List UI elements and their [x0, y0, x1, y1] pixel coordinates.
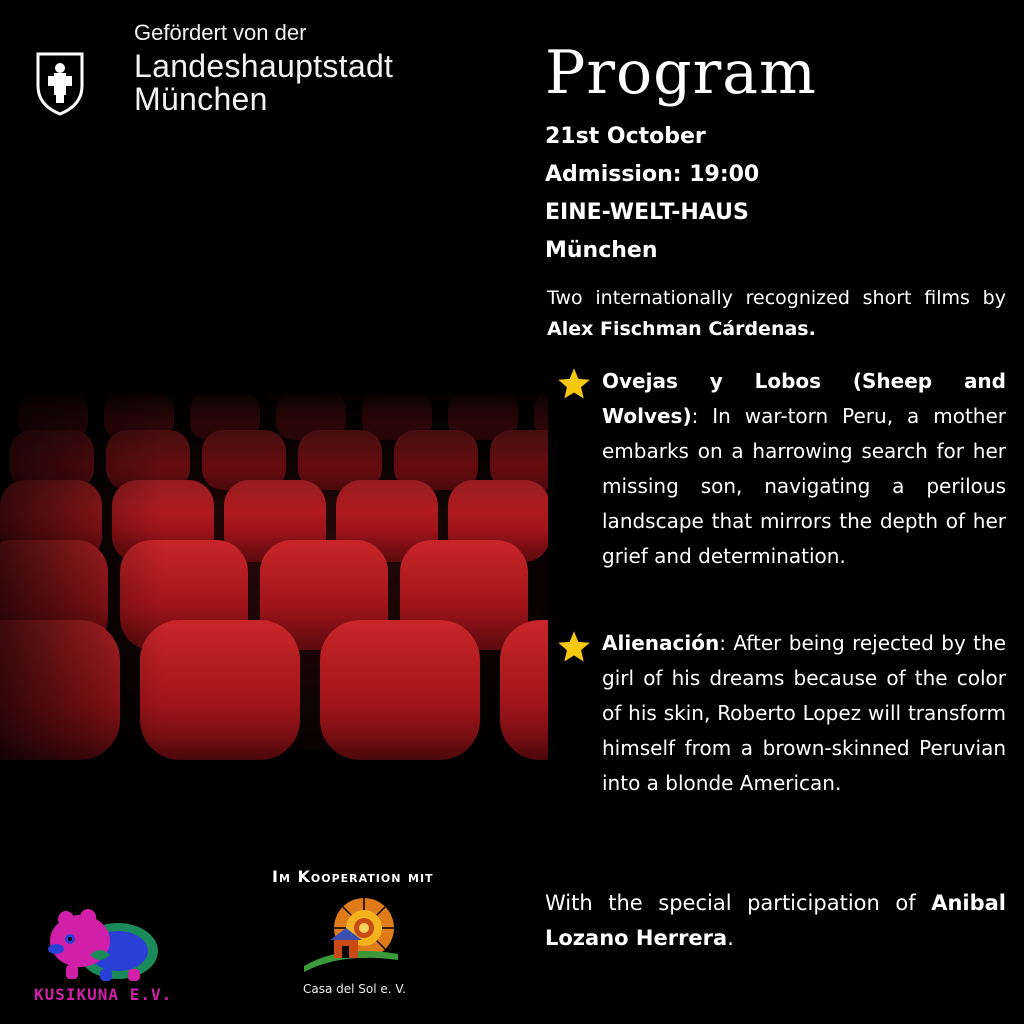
film-title: Ovejas y Lobos (Sheep and Wolves)	[602, 369, 1006, 428]
program-title: Program	[545, 38, 817, 108]
munich-crest-icon	[34, 50, 86, 116]
film-item	[602, 364, 1006, 574]
closing-text: With the special participation of	[545, 891, 932, 915]
kusikuna-name: KUSIKUNA E.V.	[34, 985, 173, 1004]
cooperation-label: Im Kooperation mit	[272, 867, 434, 886]
closing-end: .	[727, 926, 734, 950]
funding-line-1: Gefördert von der	[134, 20, 307, 45]
film-description: : After being rejected by the girl of his dreams because of the color of his skin, Roberto Lopez will transform himself from a brown-skinned Peruvian into a blonde American.	[602, 631, 1006, 795]
intro-author: Alex Fischman Cárdenas.	[547, 318, 816, 340]
event-admission: Admission: 19:00	[545, 162, 760, 187]
event-city: München	[545, 238, 658, 263]
star-icon	[556, 629, 592, 665]
film-item	[602, 626, 1006, 801]
casa-del-sol-logo	[302, 896, 400, 976]
film-description: : In war-torn Peru, a mother embarks on a harrowing search for her missing son, navigating a perilous landscape that mirrors the depth of her grief and determination.	[602, 404, 1006, 568]
casa-del-sol-name: Casa del Sol e. V.	[303, 982, 406, 996]
funding-header	[34, 22, 393, 116]
star-icon	[556, 366, 592, 402]
event-venue: EINE-WELT-HAUS	[545, 200, 749, 225]
kusikuna-logo	[40, 905, 162, 983]
funding-line-2: Landeshauptstadt	[134, 48, 394, 84]
special-guest-name: Anibal Lozano Herrera	[545, 891, 1006, 950]
event-date: 21st October	[545, 124, 706, 149]
intro-text: Two internationally recognized short films by	[547, 287, 1006, 309]
film-title: Alienación	[602, 631, 720, 655]
funding-line-3: München	[134, 81, 268, 117]
closing-paragraph	[545, 886, 1006, 956]
event-details	[545, 118, 759, 270]
intro-paragraph	[547, 283, 1006, 345]
